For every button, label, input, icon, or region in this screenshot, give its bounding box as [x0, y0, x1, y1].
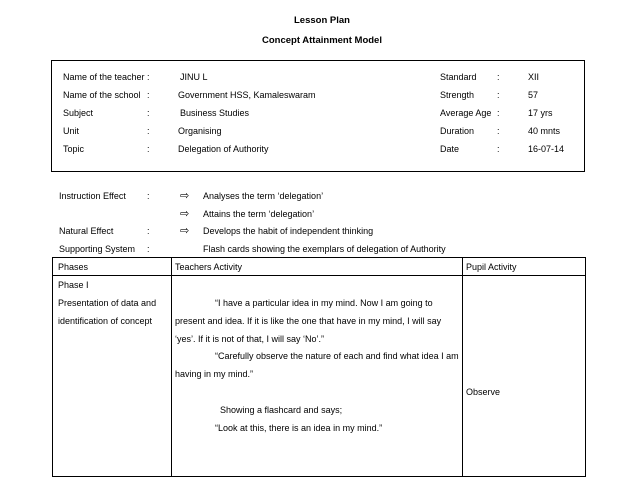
activity-table	[52, 257, 586, 477]
effect-item-text: Develops the habit of independent thinking	[203, 226, 374, 236]
school-label: Name of the school	[63, 90, 141, 100]
phase-desc-line-2: identification of concept	[58, 316, 153, 326]
standard-colon: :	[497, 72, 500, 82]
right-arrow-icon: ⇨	[180, 225, 190, 237]
instruction-effect-label: Instruction Effect	[59, 191, 126, 201]
topic-value: Delegation of Authority	[178, 144, 269, 154]
effect-item-text: Attains the term ‘delegation’	[203, 209, 315, 219]
duration-value: 40 mnts	[528, 126, 561, 136]
effect-item-3	[180, 226, 373, 237]
strength-label: Strength	[440, 90, 475, 100]
unit-label: Unit	[63, 126, 80, 136]
age-label: Average Age	[440, 108, 492, 118]
supporting-system-colon: :	[147, 244, 150, 254]
page-title: Lesson Plan	[294, 15, 350, 26]
instruction-effect-colon: :	[147, 191, 150, 201]
page-subtitle: Concept Attainment Model	[262, 35, 382, 46]
teacher-line-7: “Look at this, there is an idea in my mind.”	[215, 423, 383, 433]
age-colon: :	[497, 108, 500, 118]
school-value: Government HSS, Kamaleswaram	[178, 90, 316, 100]
effect-item-2	[180, 209, 314, 220]
effect-item-1	[180, 191, 323, 202]
phase-label: Phase I	[58, 280, 89, 290]
standard-label: Standard	[440, 72, 477, 82]
teacher-colon: :	[147, 72, 150, 82]
header-phases: Phases	[58, 262, 89, 272]
table-header-divider	[52, 275, 586, 276]
supporting-system-label: Supporting System	[59, 244, 136, 254]
table-col-divider-2	[462, 257, 463, 477]
age-value: 17 yrs	[528, 108, 553, 118]
topic-label: Topic	[63, 144, 85, 154]
strength-colon: :	[497, 90, 500, 100]
effect-item-text: Analyses the term ‘delegation’	[203, 191, 324, 201]
right-arrow-icon: ⇨	[180, 208, 190, 220]
natural-effect-label: Natural Effect	[59, 226, 114, 236]
duration-colon: :	[497, 126, 500, 136]
header-pupil-activity: Pupil Activity	[466, 262, 517, 272]
pupil-activity-value: Observe	[466, 387, 501, 397]
natural-effect-colon: :	[147, 226, 150, 236]
unit-value: Organising	[178, 126, 222, 136]
topic-colon: :	[147, 144, 150, 154]
date-value: 16-07-14	[528, 144, 565, 154]
unit-colon: :	[147, 126, 150, 136]
right-arrow-icon: ⇨	[180, 190, 190, 202]
teacher-line-5: having in my mind.”	[175, 369, 254, 379]
header-teachers-activity: Teachers Activity	[175, 262, 243, 272]
standard-value: XII	[528, 72, 540, 82]
school-colon: :	[147, 90, 150, 100]
teacher-label: Name of the teacher	[63, 72, 145, 82]
teacher-line-2: present and idea. If it is like the one that have in my mind, I will say	[175, 316, 442, 326]
teacher-line-1: “I have a particular idea in my mind. Now I am going to	[215, 298, 433, 308]
duration-label: Duration	[440, 126, 475, 136]
subject-value: Business Studies	[180, 108, 250, 118]
teacher-line-4: “Carefully observe the nature of each and find what idea I am	[215, 351, 459, 361]
date-label: Date	[440, 144, 460, 154]
supporting-system-value: Flash cards showing the exemplars of delegation of Authority	[203, 244, 446, 254]
teacher-line-3: ‘yes’. If it is not of that, I will say ‘No’.”	[175, 334, 325, 344]
date-colon: :	[497, 144, 500, 154]
teacher-value: JINU L	[180, 72, 208, 82]
table-col-divider-1	[171, 257, 172, 477]
subject-label: Subject	[63, 108, 94, 118]
strength-value: 57	[528, 90, 539, 100]
teacher-line-6: Showing a flashcard and says;	[220, 405, 343, 415]
subject-colon: :	[147, 108, 150, 118]
phase-desc-line-1: Presentation of data and	[58, 298, 157, 308]
